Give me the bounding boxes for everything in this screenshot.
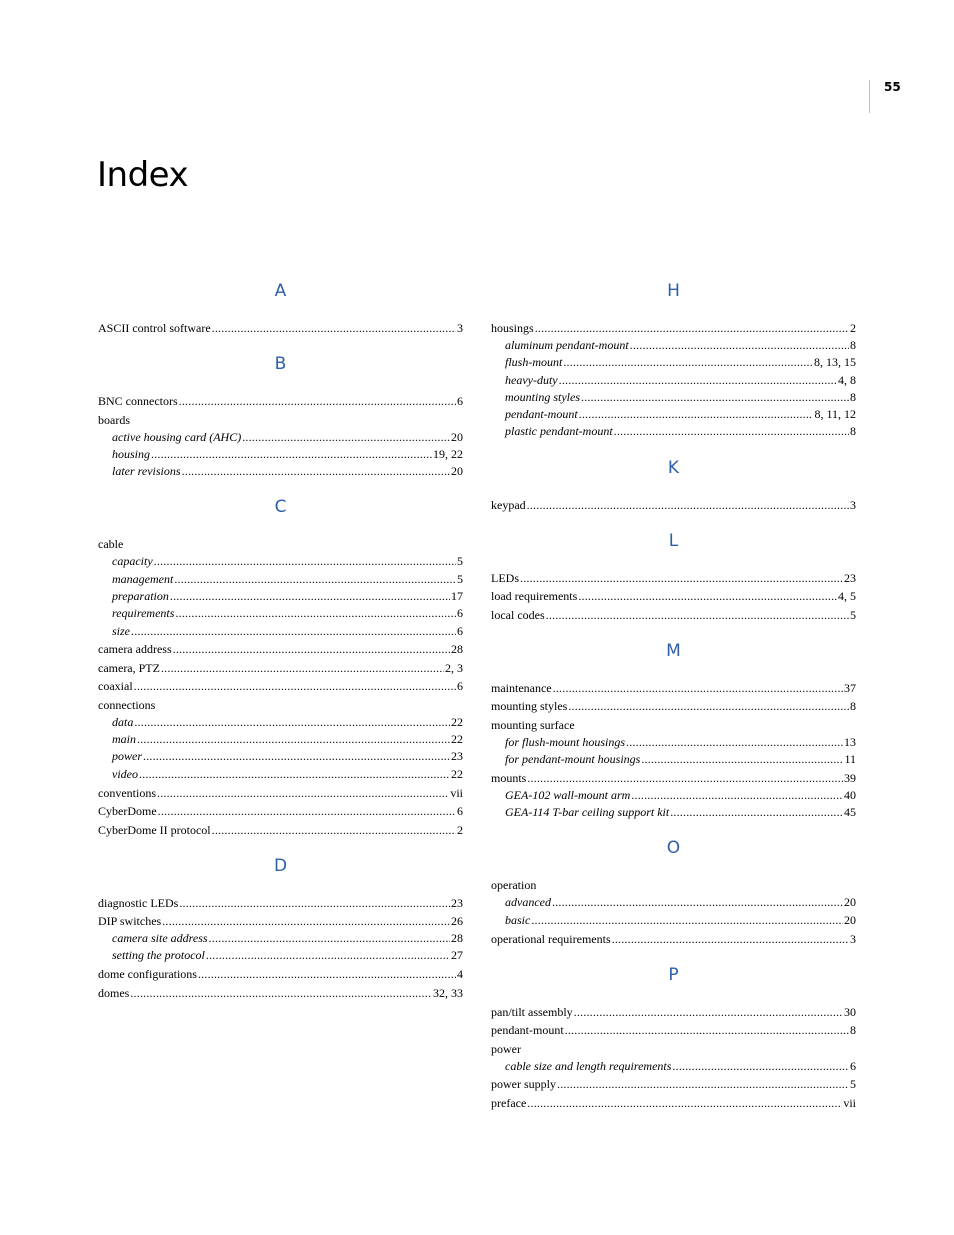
- page-reference: 5: [850, 607, 856, 622]
- dot-leader: [131, 623, 456, 640]
- page-reference: 28: [451, 931, 463, 946]
- page-reference: 40: [844, 787, 856, 802]
- page-reference: 30: [844, 1004, 856, 1019]
- page-reference: 13: [844, 734, 856, 749]
- page-reference: vii: [843, 1095, 856, 1110]
- index-subentry: [98, 766, 463, 783]
- index-entry: [491, 570, 856, 587]
- index-term: requirements: [112, 606, 175, 621]
- index-term: power: [491, 1041, 521, 1056]
- index-subentry: [98, 588, 463, 605]
- dot-leader: [162, 913, 450, 930]
- index-subentry: [491, 406, 856, 423]
- index-term: preface: [491, 1095, 527, 1110]
- index-term: basic: [505, 912, 531, 927]
- section-letter-heading: L: [668, 530, 679, 551]
- page-title: Index: [97, 155, 189, 195]
- index-entry: [98, 678, 463, 695]
- page-reference: 3: [850, 497, 856, 512]
- page-reference: 26: [451, 914, 463, 929]
- index-term: for pendant-mount housings: [505, 752, 641, 767]
- page-reference: 8: [850, 699, 856, 714]
- index-subentry: [98, 553, 463, 570]
- page-reference: 20: [451, 429, 463, 444]
- index-term: boards: [98, 412, 130, 427]
- index-term: camera address: [98, 642, 172, 657]
- index-term: advanced: [505, 895, 551, 910]
- dot-leader: [531, 912, 843, 929]
- index-term: conventions: [98, 785, 156, 800]
- index-subentry: [491, 751, 856, 768]
- index-term: CyberDome: [98, 804, 157, 819]
- section-letter-heading: K: [667, 457, 680, 478]
- page-reference: 8: [850, 338, 856, 352]
- dot-leader: [134, 714, 450, 731]
- page-reference: 8: [850, 424, 856, 439]
- index-entry: [98, 412, 463, 429]
- index-entry: [98, 785, 463, 802]
- page-reference: 22: [451, 732, 463, 747]
- index-entry: [491, 1022, 856, 1039]
- index-term: cable: [98, 537, 124, 552]
- index-subentry: [491, 894, 856, 911]
- dot-leader: [614, 423, 849, 440]
- dot-leader: [174, 571, 456, 588]
- dot-leader: [631, 787, 843, 804]
- index-entry: [98, 966, 463, 983]
- index-term: heavy-duty: [505, 372, 558, 387]
- index-term: keypad: [491, 497, 526, 512]
- page-reference: 3: [850, 931, 856, 946]
- dot-leader: [579, 406, 814, 423]
- index-term: DIP switches: [98, 914, 162, 929]
- page-reference: 11: [844, 752, 856, 767]
- index-term: housings: [491, 321, 534, 335]
- page-reference: 23: [844, 570, 856, 585]
- section-letter-heading: A: [274, 281, 287, 301]
- page-reference: 22: [451, 766, 463, 781]
- index-term: operational requirements: [491, 931, 611, 946]
- index-entry: [491, 698, 856, 715]
- page-reference: 4: [457, 967, 463, 982]
- index-section-o: [491, 837, 856, 947]
- dot-leader: [139, 766, 450, 783]
- dot-leader: [527, 497, 849, 514]
- dot-leader: [612, 931, 849, 948]
- dot-leader: [242, 429, 450, 446]
- index-term: power supply: [491, 1077, 556, 1092]
- page-reference: 5: [457, 571, 463, 586]
- page-reference: 20: [844, 912, 856, 927]
- index-entry: [491, 497, 856, 514]
- index-subentry: [98, 463, 463, 480]
- section-letter-heading: D: [273, 855, 288, 876]
- index-entry: [491, 320, 856, 337]
- page-reference: 6: [850, 1058, 856, 1073]
- index-term: data: [112, 714, 134, 729]
- dot-leader: [179, 895, 450, 912]
- page-reference: 20: [844, 895, 856, 910]
- index-entry: [98, 803, 463, 820]
- index-subentry: [491, 354, 856, 371]
- dot-leader: [212, 320, 456, 337]
- dot-leader: [161, 660, 444, 677]
- page-reference: 4, 5: [838, 589, 856, 604]
- dot-leader: [154, 553, 456, 570]
- dot-leader: [581, 389, 849, 406]
- index-term: load requirements: [491, 589, 578, 604]
- index-entry: [98, 697, 463, 714]
- index-entry: [98, 985, 463, 1002]
- index-term: later revisions: [112, 464, 181, 479]
- dot-leader: [206, 947, 450, 964]
- index-section-b: [98, 353, 463, 480]
- index-section-p: [491, 964, 856, 1112]
- index-term: diagnostic LEDs: [98, 895, 179, 910]
- index-term: video: [112, 766, 138, 781]
- dot-leader: [151, 446, 432, 463]
- index-term: preparation: [112, 588, 169, 603]
- page-reference: 4, 8: [838, 372, 856, 387]
- index-subentry: [491, 423, 856, 440]
- index-subentry: [491, 1058, 856, 1075]
- dot-leader: [182, 463, 450, 480]
- page-reference: 6: [457, 679, 463, 694]
- index-entry: [98, 895, 463, 912]
- index-term: connections: [98, 697, 156, 712]
- index-term: mounting styles: [505, 389, 580, 404]
- page-number: 55: [884, 80, 901, 94]
- page-reference: 23: [451, 895, 463, 910]
- page-reference: 8, 11, 12: [814, 407, 856, 422]
- index-term: LEDs: [491, 570, 519, 585]
- index-column-left: [98, 280, 463, 1018]
- index-subentry: [491, 734, 856, 751]
- page-reference: 8, 13, 15: [814, 355, 856, 370]
- index-term: for flush-mount housings: [505, 734, 626, 749]
- index-term: active housing card (AHC): [112, 429, 242, 444]
- dot-leader: [568, 698, 849, 715]
- dot-leader: [134, 678, 456, 695]
- section-letter-heading: C: [274, 497, 287, 518]
- dot-leader: [527, 770, 843, 787]
- index-term: coaxial: [98, 679, 133, 694]
- index-term: GEA-102 wall-mount arm: [505, 787, 631, 802]
- page-reference: 8: [850, 1023, 856, 1038]
- index-term: management: [112, 571, 174, 586]
- index-entry: [491, 588, 856, 605]
- index-term: flush-mount: [505, 355, 563, 370]
- index-term: housing: [112, 446, 151, 461]
- page-reference: 23: [451, 749, 463, 764]
- dot-leader: [157, 785, 449, 802]
- index-term: BNC connectors: [98, 394, 178, 408]
- index-subentry: [98, 748, 463, 765]
- index-subentry: [98, 571, 463, 588]
- index-subentry: [98, 930, 463, 947]
- dot-leader: [175, 605, 456, 622]
- dot-leader: [173, 641, 450, 658]
- index-term: GEA-114 T-bar ceiling support kit: [505, 805, 670, 820]
- dot-leader: [198, 966, 456, 983]
- dot-leader: [626, 734, 843, 751]
- section-letter-heading: P: [668, 964, 679, 985]
- page-reference: vii: [450, 785, 463, 800]
- dot-leader: [546, 607, 849, 624]
- dot-leader: [563, 354, 813, 371]
- index-section-m: [491, 640, 856, 822]
- dot-leader: [130, 985, 432, 1002]
- index-subentry: [98, 714, 463, 731]
- index-term: maintenance: [491, 680, 552, 695]
- page-reference: 37: [844, 680, 856, 695]
- index-term: capacity: [112, 554, 153, 569]
- index-term: aluminum pendant-mount: [505, 338, 629, 352]
- index-term: cable size and length requirements: [505, 1058, 672, 1073]
- page-reference: 2, 3: [445, 660, 463, 675]
- dot-leader: [527, 1095, 842, 1112]
- page-reference: 20: [451, 464, 463, 479]
- page-reference: 6: [457, 394, 463, 408]
- dot-leader: [520, 570, 843, 587]
- index-term: domes: [98, 985, 130, 1000]
- dot-leader: [170, 588, 450, 605]
- index-subentry: [491, 337, 856, 354]
- index-term: pendant-mount: [505, 407, 578, 422]
- index-subentry: [491, 804, 856, 821]
- dot-leader: [179, 393, 456, 410]
- index-entry: [98, 913, 463, 930]
- index-term: size: [112, 623, 130, 638]
- page-reference: 5: [850, 1077, 856, 1092]
- index-entry: [98, 641, 463, 658]
- index-term: mounting styles: [491, 699, 568, 714]
- dot-leader: [552, 894, 843, 911]
- index-subentry: [491, 787, 856, 804]
- page-reference: 22: [451, 714, 463, 729]
- index-term: setting the protocol: [112, 948, 205, 963]
- page-reference: 39: [844, 770, 856, 785]
- index-term: local codes: [491, 607, 545, 622]
- index-subentry: [98, 947, 463, 964]
- index-entry: [98, 536, 463, 553]
- index-entry: [491, 1004, 856, 1021]
- index-section-c: [98, 496, 463, 838]
- index-column-right: [491, 280, 856, 1128]
- page-reference: 27: [451, 948, 463, 963]
- index-term: pendant-mount: [491, 1023, 564, 1038]
- index-term: CyberDome II protocol: [98, 822, 211, 837]
- index-term: main: [112, 732, 136, 747]
- page-reference: 6: [457, 606, 463, 621]
- index-entry: [98, 660, 463, 677]
- index-entry: [491, 877, 856, 894]
- dot-leader: [559, 372, 837, 389]
- dot-leader: [553, 680, 843, 697]
- index-entry: [491, 1076, 856, 1093]
- index-section-l: [491, 530, 856, 624]
- index-subentry: [98, 731, 463, 748]
- index-subentry: [491, 372, 856, 389]
- page-reference: 2: [457, 822, 463, 837]
- dot-leader: [535, 320, 849, 337]
- index-entry: [98, 393, 463, 410]
- index-term: operation: [491, 878, 537, 893]
- page-reference: 17: [451, 588, 463, 603]
- dot-leader: [143, 748, 450, 765]
- page-reference: 32, 33: [433, 985, 463, 1000]
- page-reference: 28: [451, 642, 463, 657]
- dot-leader: [565, 1022, 849, 1039]
- dot-leader: [670, 804, 843, 821]
- dot-leader: [137, 731, 450, 748]
- index-subentry: [98, 605, 463, 622]
- index-entry: [491, 1041, 856, 1058]
- index-term: mounts: [491, 770, 527, 785]
- index-entry: [98, 320, 463, 337]
- index-term: mounting surface: [491, 717, 575, 732]
- dot-leader: [209, 930, 450, 947]
- index-entry: [491, 607, 856, 624]
- index-term: camera, PTZ: [98, 660, 160, 675]
- index-entry: [491, 770, 856, 787]
- page-reference: 6: [457, 623, 463, 638]
- index-subentry: [98, 446, 463, 463]
- index-entry: [98, 822, 463, 839]
- dot-leader: [574, 1004, 843, 1021]
- page-reference: 8: [850, 389, 856, 404]
- index-entry: [491, 931, 856, 948]
- index-subentry: [98, 429, 463, 446]
- page-number-rule: [869, 80, 870, 113]
- index-entry: [491, 680, 856, 697]
- page-reference: 5: [457, 554, 463, 569]
- page-reference: 2: [850, 321, 856, 335]
- section-letter-heading: M: [666, 640, 681, 661]
- index-term: camera site address: [112, 931, 208, 946]
- dot-leader: [212, 822, 456, 839]
- dot-leader: [557, 1076, 849, 1093]
- index-section-a: [98, 280, 463, 337]
- index-term: plastic pendant-mount: [505, 424, 613, 439]
- dot-leader: [641, 751, 843, 768]
- index-entry: [491, 1095, 856, 1112]
- index-section-d: [98, 855, 463, 1002]
- section-letter-heading: O: [666, 838, 681, 859]
- index-subentry: [98, 623, 463, 640]
- dot-leader: [672, 1058, 849, 1075]
- page-reference: 45: [844, 805, 856, 820]
- page-reference: 19, 22: [433, 446, 463, 461]
- index-subentry: [491, 389, 856, 406]
- index-term: dome configurations: [98, 967, 197, 982]
- index-term: power: [112, 749, 142, 764]
- index-entry: [491, 717, 856, 734]
- index-subentry: [491, 912, 856, 929]
- page-reference: 3: [457, 321, 463, 335]
- page-reference: 6: [457, 804, 463, 819]
- index-section-k: [491, 457, 856, 514]
- index-section-h: [491, 280, 856, 441]
- index-term: pan/tilt assembly: [491, 1004, 573, 1019]
- dot-leader: [630, 337, 849, 354]
- section-letter-heading: B: [274, 354, 287, 374]
- dot-leader: [158, 803, 456, 820]
- dot-leader: [578, 588, 837, 605]
- section-letter-heading: H: [667, 281, 680, 301]
- index-term: ASCII control software: [98, 321, 211, 335]
